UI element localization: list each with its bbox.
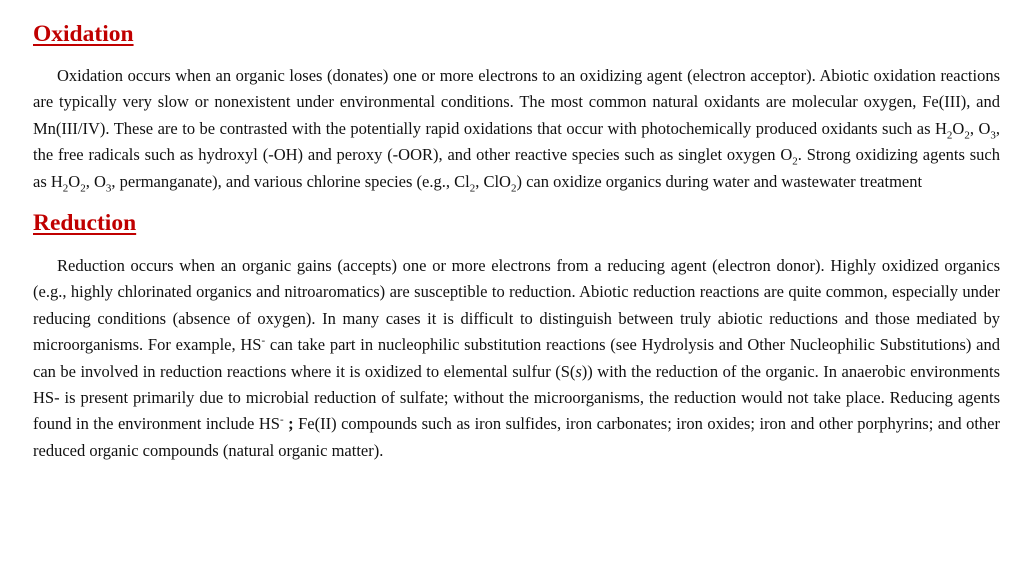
text-superscript: -	[261, 334, 266, 347]
text-subscript: 3	[105, 181, 112, 194]
text-superscript: -	[279, 413, 284, 426]
text-italic: s	[575, 361, 582, 381]
heading-oxidation: Oxidation	[33, 21, 134, 47]
text-subscript: 2	[946, 129, 953, 142]
text-run: , the free radicals such as hydroxyl (-OH) and peroxy (-OOR), and other reactive species such as singlet oxygen O	[33, 118, 1000, 165]
heading-reduction: Reduction	[33, 210, 137, 237]
text-run: Oxidation occurs when an organic loses (donates) one or more electrons to an oxidizing agent (electron acceptor). Abiotic oxidation reactions are typically very slow or nonexistent under environmental conditions. The most common natural oxidants are molecular oxygen, Fe(III), and Mn(III/IV). These are to be contrasted with the potentially rapid oxidations that occur with photochemically produced oxidants such as H	[33, 66, 1000, 138]
text-subscript: 2	[62, 181, 69, 194]
paragraph-reduction	[33, 253, 1000, 464]
text-run: Reduction occurs when an organic gains (accepts) one or more electrons from a reducing agent (electron donor). Highly oxidized organics (e.g., highly chlorinated organics and nitroaromatics) are susceptible to reduction. Abiotic reduction reactions are quite common, especially under reducing conditions (absence of oxygen). In many cases it is difficult to distinguish between truly abiotic reductions and those mediated by microorganisms. For example, HS	[33, 256, 1000, 355]
text-subscript: 2	[792, 155, 798, 168]
text-run: O	[952, 118, 965, 138]
text-run: , permanganate), and various chlorine species (e.g., Cl	[111, 171, 470, 191]
paragraph-oxidation	[33, 63, 1000, 195]
text-subscript: 2	[469, 181, 476, 194]
document-page	[33, 18, 1000, 464]
text-run: O	[68, 171, 81, 191]
text-subscript: 2	[80, 181, 86, 194]
text-subscript: 2	[510, 181, 517, 194]
text-run: ) can oxidize organics during water and wastewater treatment	[516, 171, 923, 191]
text-run: . Strong oxidizing agents such as H	[33, 145, 1000, 191]
text-run: , ClO	[475, 171, 511, 191]
text-run: , O	[85, 171, 106, 191]
text-run: can take part in nucleophilic substitution reactions (see Hydrolysis and Other Nucleophilic Substitutions) and can be involved in reduction reactions where it is oxidized to elemental sulfur (S(	[33, 335, 1000, 381]
text-subscript: 3	[990, 129, 996, 142]
text-run: Fe(II) compounds such as iron sulfides, iron carbonates; iron oxides; iron and other porphyrins; and other reduced organic compounds (natural organic matter).	[33, 414, 1001, 460]
text-run: )) with the reduction of the organic. In anaerobic environments HS- is present primarily due to microbial reduction of sulfate; without the microorganisms, the reduction would not take place. Reducing agents found in the environment include HS	[33, 361, 1000, 434]
text-bold: ;	[288, 414, 294, 434]
text-run: , O	[969, 118, 991, 138]
text-subscript: 2	[964, 129, 970, 142]
